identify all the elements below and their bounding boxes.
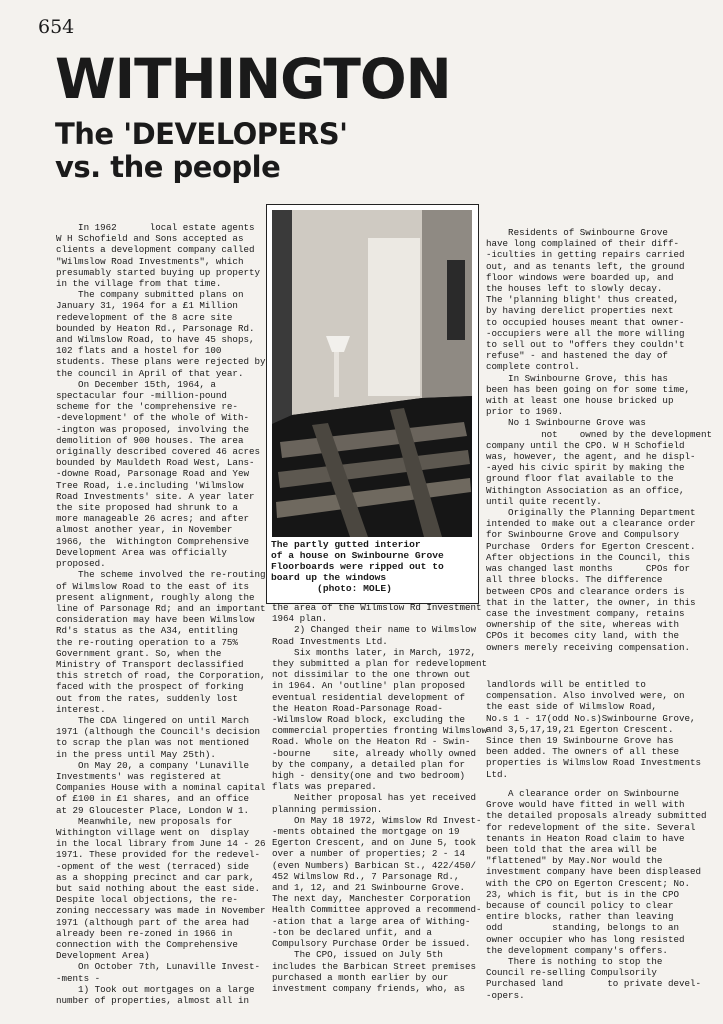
text-line: Originally the Planning Department bbox=[486, 507, 696, 519]
text-line: -opers. bbox=[486, 989, 525, 1001]
text-line: flats was prepared. bbox=[272, 781, 377, 793]
text-line: case the investment company, retains bbox=[486, 607, 685, 619]
text-line: -ington was proposed, involving the bbox=[56, 423, 249, 435]
text-line: number of properties, almost all in bbox=[56, 995, 249, 1007]
text-line: been has been going on for some time, bbox=[486, 383, 690, 395]
text-line: In 1962 local estate agents bbox=[56, 222, 255, 233]
text-line: Ministry of Transport declassified bbox=[56, 658, 244, 670]
text-line: 23, which is fit, but is in the CPO bbox=[486, 888, 679, 900]
text-line: scheme for the 'comprehensive re- bbox=[56, 401, 238, 413]
text-line: intended to make out a clearance order bbox=[486, 518, 696, 530]
text-line: entire blocks, rather than leaving bbox=[486, 911, 674, 923]
text-line: 1964 plan. bbox=[272, 613, 328, 625]
article-column-3-top bbox=[486, 227, 712, 653]
text-line: 1971 (although the Council's decision bbox=[56, 726, 260, 738]
text-line: to sell out to "offers they couldn't bbox=[486, 339, 685, 351]
text-line: present alignment, roughly along the bbox=[56, 591, 255, 603]
text-line: Rd's status as the A34, entitling bbox=[56, 625, 238, 637]
text-line: Purchased land to private devel- bbox=[486, 978, 702, 990]
text-line: more manageable 26 acres; and after bbox=[56, 513, 249, 525]
text-line: Grove would have fitted in well with bbox=[486, 799, 685, 811]
text-line: Six months later, in March, 1972, bbox=[272, 646, 476, 658]
text-line: Ltd. bbox=[486, 768, 509, 780]
text-line: Purchase Orders for Egerton Crescent. bbox=[486, 540, 696, 552]
text-line: the council in April of that year. bbox=[56, 367, 244, 379]
text-line: eventual residential development of bbox=[272, 691, 465, 703]
text-line: investment company friends, who, as bbox=[272, 982, 465, 994]
photo-caption bbox=[271, 539, 444, 594]
text-line: been told that the area will be bbox=[486, 844, 657, 856]
text-line: have long complained of their diff- bbox=[486, 238, 679, 250]
text-line: investment company have been displeased bbox=[486, 866, 702, 878]
text-line: 1971. These provided for the redevel- bbox=[56, 849, 260, 861]
text-line: in the village from that time. bbox=[56, 278, 222, 290]
text-line: 1966, the Withington Comprehensive bbox=[56, 535, 249, 547]
text-line: by having derelict properties next bbox=[486, 305, 674, 317]
text-line: "flattened" by May.Nor would the bbox=[486, 855, 663, 867]
text-line: the area of the Wilmslow Rd Investment bbox=[272, 602, 482, 613]
text-line: presumably started buying up property bbox=[56, 266, 260, 278]
text-line: There is nothing to stop the bbox=[486, 956, 663, 968]
caption-line-3: Floorboards were ripped out to bbox=[271, 561, 444, 572]
text-line: complete control. bbox=[486, 361, 580, 373]
text-line: -downe Road, Parsonage Road and Yew bbox=[56, 468, 249, 480]
text-line: 1) Took out mortgages on a large bbox=[56, 983, 255, 995]
text-line: Withington village went on display bbox=[56, 826, 249, 838]
text-line: that in the latter, the owner, in this bbox=[486, 596, 696, 608]
text-line: originally described covered 46 acres bbox=[56, 446, 260, 458]
text-line: zoning neccessary was made in November bbox=[56, 905, 266, 917]
text-line: and 3,5,17,19,21 Egerton Crescent. bbox=[486, 723, 674, 735]
text-line: includes the Barbican Street premises bbox=[272, 960, 476, 972]
text-line: (even Numbers) Barbican St., 422/450/ bbox=[272, 859, 476, 871]
text-line: the development company's offers. bbox=[486, 944, 668, 956]
text-line: the site proposed had shrunk to a bbox=[56, 502, 238, 514]
text-line: in the press until May 25th). bbox=[56, 748, 216, 760]
text-line: Development Area) bbox=[56, 950, 150, 962]
text-line: but said nothing about the east side. bbox=[56, 882, 260, 894]
text-line: to occupied houses meant that owner- bbox=[486, 316, 685, 328]
text-line: in the local library from June 14 - 26 bbox=[56, 838, 266, 850]
text-line: -iculties in getting repairs carried bbox=[486, 249, 685, 261]
text-line: Meanwhile, new proposals for bbox=[56, 815, 233, 827]
subtitle bbox=[55, 118, 347, 184]
text-line: ownership of the site, whereas with bbox=[486, 619, 679, 631]
text-line: On December 15th, 1964, a bbox=[56, 378, 216, 390]
text-line: -opment of the west (terraced) side bbox=[56, 860, 249, 872]
text-line: owners merely receiving compensation. bbox=[486, 641, 690, 653]
text-line: 452 Wilmslow Rd., 7 Parsonage Rd., bbox=[272, 870, 460, 882]
text-line: -ton be declared unfit, and a bbox=[272, 926, 432, 938]
text-line: clients a development company called bbox=[56, 244, 255, 256]
text-line: Road Investments Ltd. bbox=[272, 635, 388, 647]
subtitle-line-2: vs. the people bbox=[55, 150, 281, 184]
text-line: and Wilmslow Road, to have 45 shops, bbox=[56, 334, 255, 346]
text-line: Investments' was registered at bbox=[56, 770, 222, 782]
text-line: in 1964. An 'outline' plan proposed bbox=[272, 680, 465, 692]
text-line: Health Committee approved a recommend- bbox=[272, 904, 482, 916]
text-line: Since then 19 Swinbourne Grove has bbox=[486, 735, 674, 747]
text-line: with the CPO on Egerton Crescent; No. bbox=[486, 877, 690, 889]
text-line: The company submitted plans on bbox=[56, 289, 244, 301]
text-line: not owned by the development bbox=[486, 428, 713, 440]
text-line: W H Schofield and Sons accepted as bbox=[56, 233, 244, 245]
text-line: the detailed proposals already submitted bbox=[486, 810, 707, 822]
text-line: not dissimilar to the one thrown out bbox=[272, 669, 471, 681]
text-line: Residents of Swinbourne Grove bbox=[486, 227, 668, 238]
text-line: redevelopment of the 8 acre site bbox=[56, 311, 233, 323]
text-line: bounded by Mauldeth Road West, Lans- bbox=[56, 457, 255, 469]
text-line: faced with the prospect of forking bbox=[56, 681, 244, 693]
text-line: -ments - bbox=[56, 972, 101, 984]
text-line: students. These plans were rejected by bbox=[56, 356, 266, 368]
text-line: they submitted a plan for redevelopment bbox=[272, 658, 488, 670]
text-line: between CPOs and clearance orders is bbox=[486, 585, 685, 597]
text-line: over a number of properties; 2 - 14 bbox=[272, 848, 465, 860]
text-line: until quite recently. bbox=[486, 495, 602, 507]
caption-line-2: of a house on Swinbourne Grove bbox=[271, 550, 444, 561]
text-line: been added. The owners of all these bbox=[486, 746, 679, 758]
text-line: -bourne site, already wholly owned bbox=[272, 747, 476, 759]
text-line: prior to 1969. bbox=[486, 406, 564, 418]
text-line: interest. bbox=[56, 703, 106, 715]
text-line: and 1, 12, and 21 Swinbourne Grove. bbox=[272, 882, 465, 894]
text-line: consideration may have been Wilmslow bbox=[56, 614, 255, 626]
text-line: tenants in Heaton Road claim to have bbox=[486, 832, 685, 844]
text-line: -occupiers were all the more willing bbox=[486, 327, 685, 339]
text-line: The CPO, issued on July 5th bbox=[272, 949, 443, 961]
subtitle-line-1: The 'DEVELOPERS' bbox=[55, 117, 348, 151]
page-number: 654 bbox=[38, 16, 75, 38]
text-line: already been re-zoned in 1966 in bbox=[56, 927, 233, 939]
photo-frame bbox=[266, 204, 479, 604]
text-line: -Wilmslow Road block, excluding the bbox=[272, 714, 465, 726]
text-line: out from the rates, suddenly lost bbox=[56, 692, 238, 704]
text-line: Road. Whole on the Heaton Rd - Swin- bbox=[272, 736, 471, 748]
text-line: the re-routing operation to a 75% bbox=[56, 636, 238, 648]
text-line: was changed last months CPOs for bbox=[486, 563, 690, 575]
text-line: compensation. Also involved were, on bbox=[486, 690, 685, 702]
text-line: -ayed his civic spirit by making the bbox=[486, 462, 685, 474]
text-line: Government grant. So, when the bbox=[56, 647, 222, 659]
text-line: for redevelopment of the site. Several bbox=[486, 821, 696, 833]
text-line: proposed. bbox=[56, 558, 106, 570]
caption-credit: (photo: MOLE) bbox=[271, 583, 392, 594]
article-column-3-middle bbox=[486, 679, 701, 780]
text-line: properties is Wilmslow Road Investments bbox=[486, 757, 702, 769]
text-line: A clearance order on Swinbourne bbox=[486, 788, 679, 799]
text-line: Council re-selling Compulsorily bbox=[486, 967, 657, 979]
text-line: The CDA lingered on until March bbox=[56, 714, 249, 726]
caption-line-4: board up the windows bbox=[271, 572, 387, 583]
text-line: Road Investments' site. A year later bbox=[56, 490, 255, 502]
text-line: owner occupier who has long resisted bbox=[486, 933, 685, 945]
photo-gutted-interior bbox=[272, 210, 472, 537]
text-line: of Wilmslow Road to the east of its bbox=[56, 580, 249, 592]
text-line: the east side of Wilmslow Road, bbox=[486, 701, 657, 713]
text-line: Neither proposal has yet received bbox=[272, 792, 476, 804]
text-line: because of council policy to clear bbox=[486, 900, 674, 912]
text-line: -ation that a large area of Withing- bbox=[272, 915, 471, 927]
text-line: this stretch of road, the Corporation, bbox=[56, 670, 266, 682]
text-line: spectacular four -million-pound bbox=[56, 390, 227, 402]
text-line: to scrap the plan was not mentioned bbox=[56, 737, 249, 749]
text-line: by the company, a detailed plan for bbox=[272, 758, 465, 770]
text-line: as a shopping precinct and car park, bbox=[56, 871, 255, 883]
text-line: On May 20, a company 'Lunaville bbox=[56, 759, 249, 771]
text-line: 102 flats and a hostel for 100 bbox=[56, 345, 222, 357]
text-line: purchased a month earlier by our bbox=[272, 971, 449, 983]
text-line: On May 18 1972, Wimslow Rd Invest- bbox=[272, 814, 482, 826]
text-line: Despite local objections, the re- bbox=[56, 894, 238, 906]
text-line: CPOs it becomes city land, with the bbox=[486, 630, 679, 642]
text-line: 1971 (although part of the area had bbox=[56, 916, 249, 928]
text-line: all three blocks. The difference bbox=[486, 574, 663, 586]
article-column-1 bbox=[56, 222, 266, 1006]
text-line: -ments obtained the mortgage on 19 bbox=[272, 826, 460, 838]
text-line: out, and as tenants left, the ground bbox=[486, 260, 685, 272]
text-line: with at least one house bricked up bbox=[486, 395, 674, 407]
text-line: January 31, 1964 for a £1 Million bbox=[56, 300, 238, 312]
article-column-3-bottom bbox=[486, 788, 707, 1001]
text-line: On October 7th, Lunaville Invest- bbox=[56, 961, 260, 973]
text-line: planning permission. bbox=[272, 803, 383, 815]
text-line: Tree Road, i.e.including 'Wilmslow bbox=[56, 479, 244, 491]
text-line: The 'planning blight' thus created, bbox=[486, 294, 679, 306]
text-line: Development Area was officially bbox=[56, 546, 227, 558]
text-line: almost another year, in November bbox=[56, 524, 233, 536]
text-line: "Wilmslow Road Investments", which bbox=[56, 255, 244, 267]
text-line: After objections in the Council, this bbox=[486, 551, 690, 563]
text-line: -development' of the whole of With- bbox=[56, 412, 249, 424]
text-line: commercial properties fronting Wilmslow bbox=[272, 725, 488, 737]
text-line: Egerton Crescent, and on June 5, took bbox=[272, 837, 476, 849]
text-line: Withington Association as an office, bbox=[486, 484, 685, 496]
text-line: landlords will be entitled to bbox=[486, 679, 646, 690]
text-line: No 1 Swinbourne Grove was bbox=[486, 417, 646, 429]
text-line: Compulsory Purchase Order be issued. bbox=[272, 938, 471, 950]
text-line: bounded by Heaton Rd., Parsonage Rd. bbox=[56, 322, 255, 334]
text-line: In Swinbourne Grove, this has bbox=[486, 372, 668, 384]
text-line: The scheme involved the re-routing bbox=[56, 569, 266, 581]
text-line: demolition of 900 houses. The area bbox=[56, 434, 244, 446]
text-line: the houses left to slowly decay. bbox=[486, 283, 663, 295]
text-line: line of Parsonage Rd; and an important bbox=[56, 602, 266, 614]
text-line: high - density(one and two bedroom) bbox=[272, 770, 465, 782]
text-line: for Swinbourne Grove and Compulsory bbox=[486, 529, 679, 541]
text-line: The next day, Manchester Corporation bbox=[272, 893, 471, 905]
text-line: connection with the Comprehensive bbox=[56, 939, 238, 950]
text-line: odd standing, belongs to an bbox=[486, 922, 679, 934]
article-column-2 bbox=[272, 602, 487, 994]
text-line: at 29 Gloucester Place, London W 1. bbox=[56, 804, 249, 816]
headline: WITHINGTON bbox=[55, 47, 451, 111]
text-line: the Heaton Road-Parsonage Road- bbox=[272, 702, 443, 714]
text-line: company until the CPO. W H Schofield bbox=[486, 439, 685, 451]
text-line: refuse" - and hastened the day of bbox=[486, 350, 668, 362]
text-line: No.s 1 - 17(odd No.s)Swinbourne Grove, bbox=[486, 712, 696, 724]
text-line: was, however, the agent, and he displ- bbox=[486, 451, 696, 463]
caption-line-1: The partly gutted interior bbox=[271, 539, 421, 550]
text-line: of £100 in £1 shares, and an office bbox=[56, 793, 249, 805]
text-line: Companies House with a nominal capital bbox=[56, 782, 266, 794]
text-line: floor windows were boarded up, and bbox=[486, 271, 674, 283]
text-line: ground floor flat available to the bbox=[486, 473, 674, 485]
text-line: 2) Changed their name to Wilmslow bbox=[272, 624, 476, 636]
